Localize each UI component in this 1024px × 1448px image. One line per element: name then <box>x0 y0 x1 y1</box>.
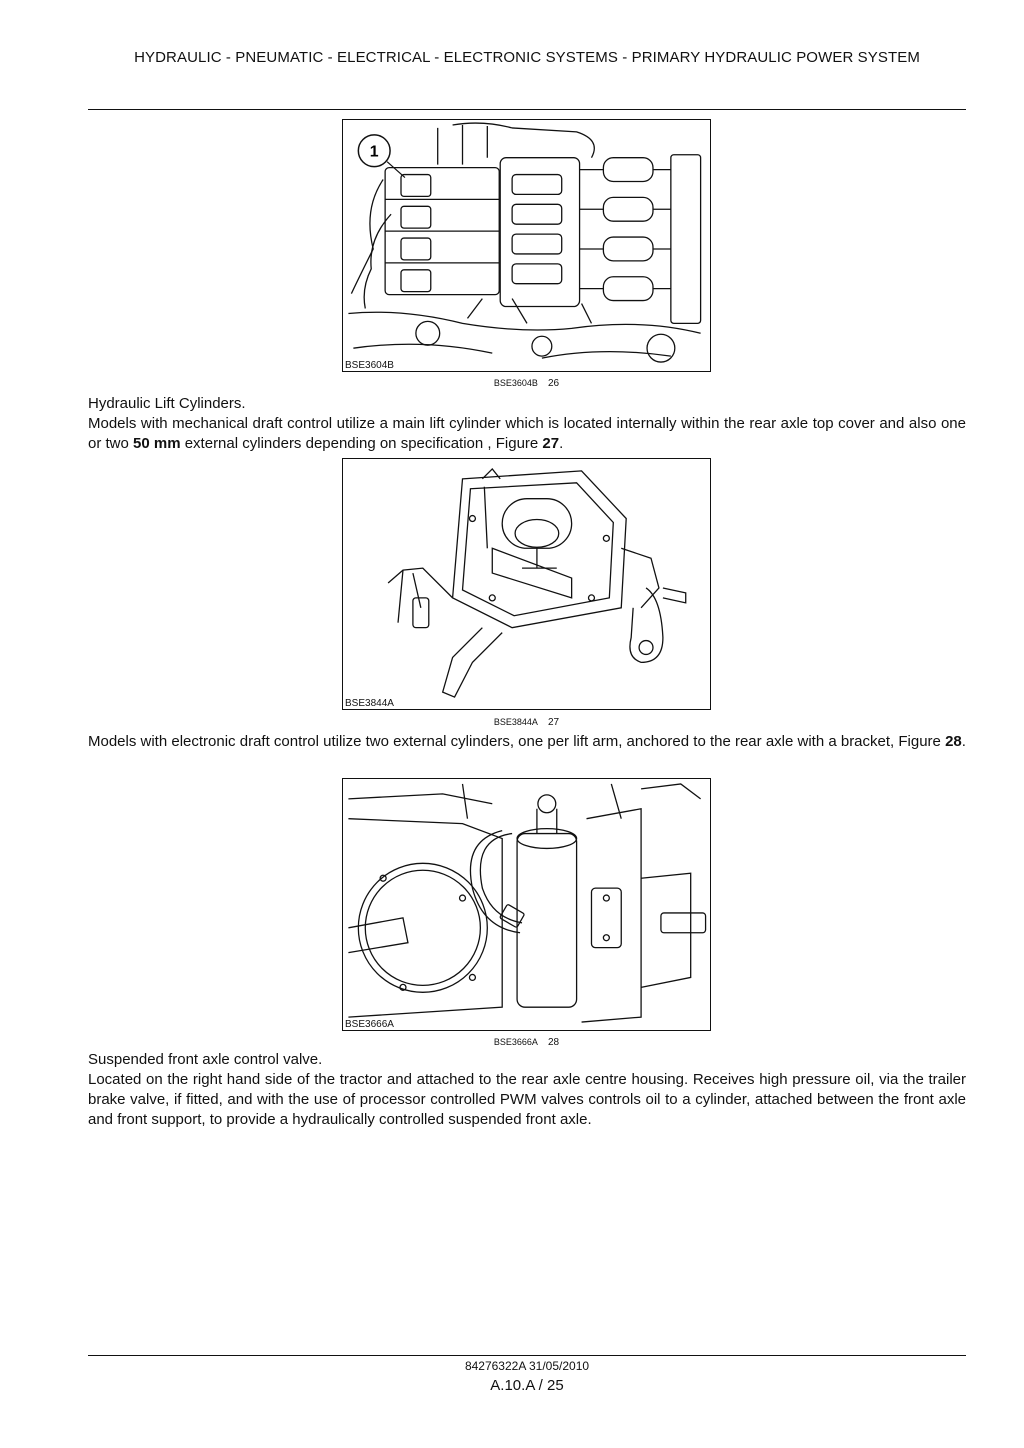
front-axle-valve-paragraph: Located on the right hand side of the tractor and attached to the rear axle centre housing. Receives high pressure oil, via the trailer brake valve, if fitted, and with the use of processor controlled PWM valves controls oil to a cylinder, attached between the front axle and front support, to provide a hydraulically controlled suspended front axle. <box>88 1071 966 1128</box>
figure-27-illustration <box>342 458 711 710</box>
footer-page-number: A.10.A / 25 <box>490 1377 564 1394</box>
figure-26-callout-number: 1 <box>369 143 379 161</box>
figure-26-illustration <box>342 119 711 372</box>
footer-divider <box>88 1355 966 1356</box>
figure-26-number: 26 <box>547 378 560 389</box>
figure-26-caption <box>342 377 711 390</box>
figure-26-caption-code: BSE3604B <box>493 378 538 388</box>
footer-document-code: 84276322A 31/05/2010 <box>464 1359 590 1373</box>
lift-cylinders-paragraph: Models with mechanical draft control utilize a main lift cylinder which is located internally within the rear axle top cover and also one or two 50 mm external cylinders depending on specification , Figure 27. <box>88 415 966 452</box>
figure-27-image-code: BSE3844A <box>345 698 394 709</box>
lift-cylinders-heading: Hydraulic Lift Cylinders. <box>88 395 246 412</box>
front-axle-valve-section <box>88 1050 966 1130</box>
figure-26-image-code: BSE3604B <box>345 360 394 371</box>
electronic-draft-paragraph: Models with electronic draft control utilize two external cylinders, one per lift arm, anchored to the rear axle with a bracket, Figure 28. <box>88 733 966 750</box>
rear-axle-top-cover-drawing <box>343 459 710 709</box>
front-axle-valve-heading: Suspended front axle control valve. <box>88 1051 323 1068</box>
external-lift-cylinder-drawing <box>343 779 710 1030</box>
figure-28-number: 28 <box>547 1037 560 1048</box>
figure-28-caption <box>342 1036 711 1049</box>
figure-27-number: 27 <box>547 717 560 728</box>
figure-28-caption-code: BSE3666A <box>493 1037 538 1047</box>
control-valve-drawing <box>343 120 710 371</box>
header-divider <box>88 109 966 110</box>
figure-28-illustration <box>342 778 711 1031</box>
lift-cylinders-section <box>88 394 966 454</box>
figure-28-image-code: BSE3666A <box>345 1019 394 1030</box>
electronic-draft-section <box>88 732 966 752</box>
page-header-title: HYDRAULIC - PNEUMATIC - ELECTRICAL - ELECTRONIC SYSTEMS - PRIMARY HYDRAULIC POWER SYSTEM <box>134 49 920 66</box>
figure-27-caption-code: BSE3844A <box>493 717 538 727</box>
figure-27-caption <box>342 716 711 729</box>
